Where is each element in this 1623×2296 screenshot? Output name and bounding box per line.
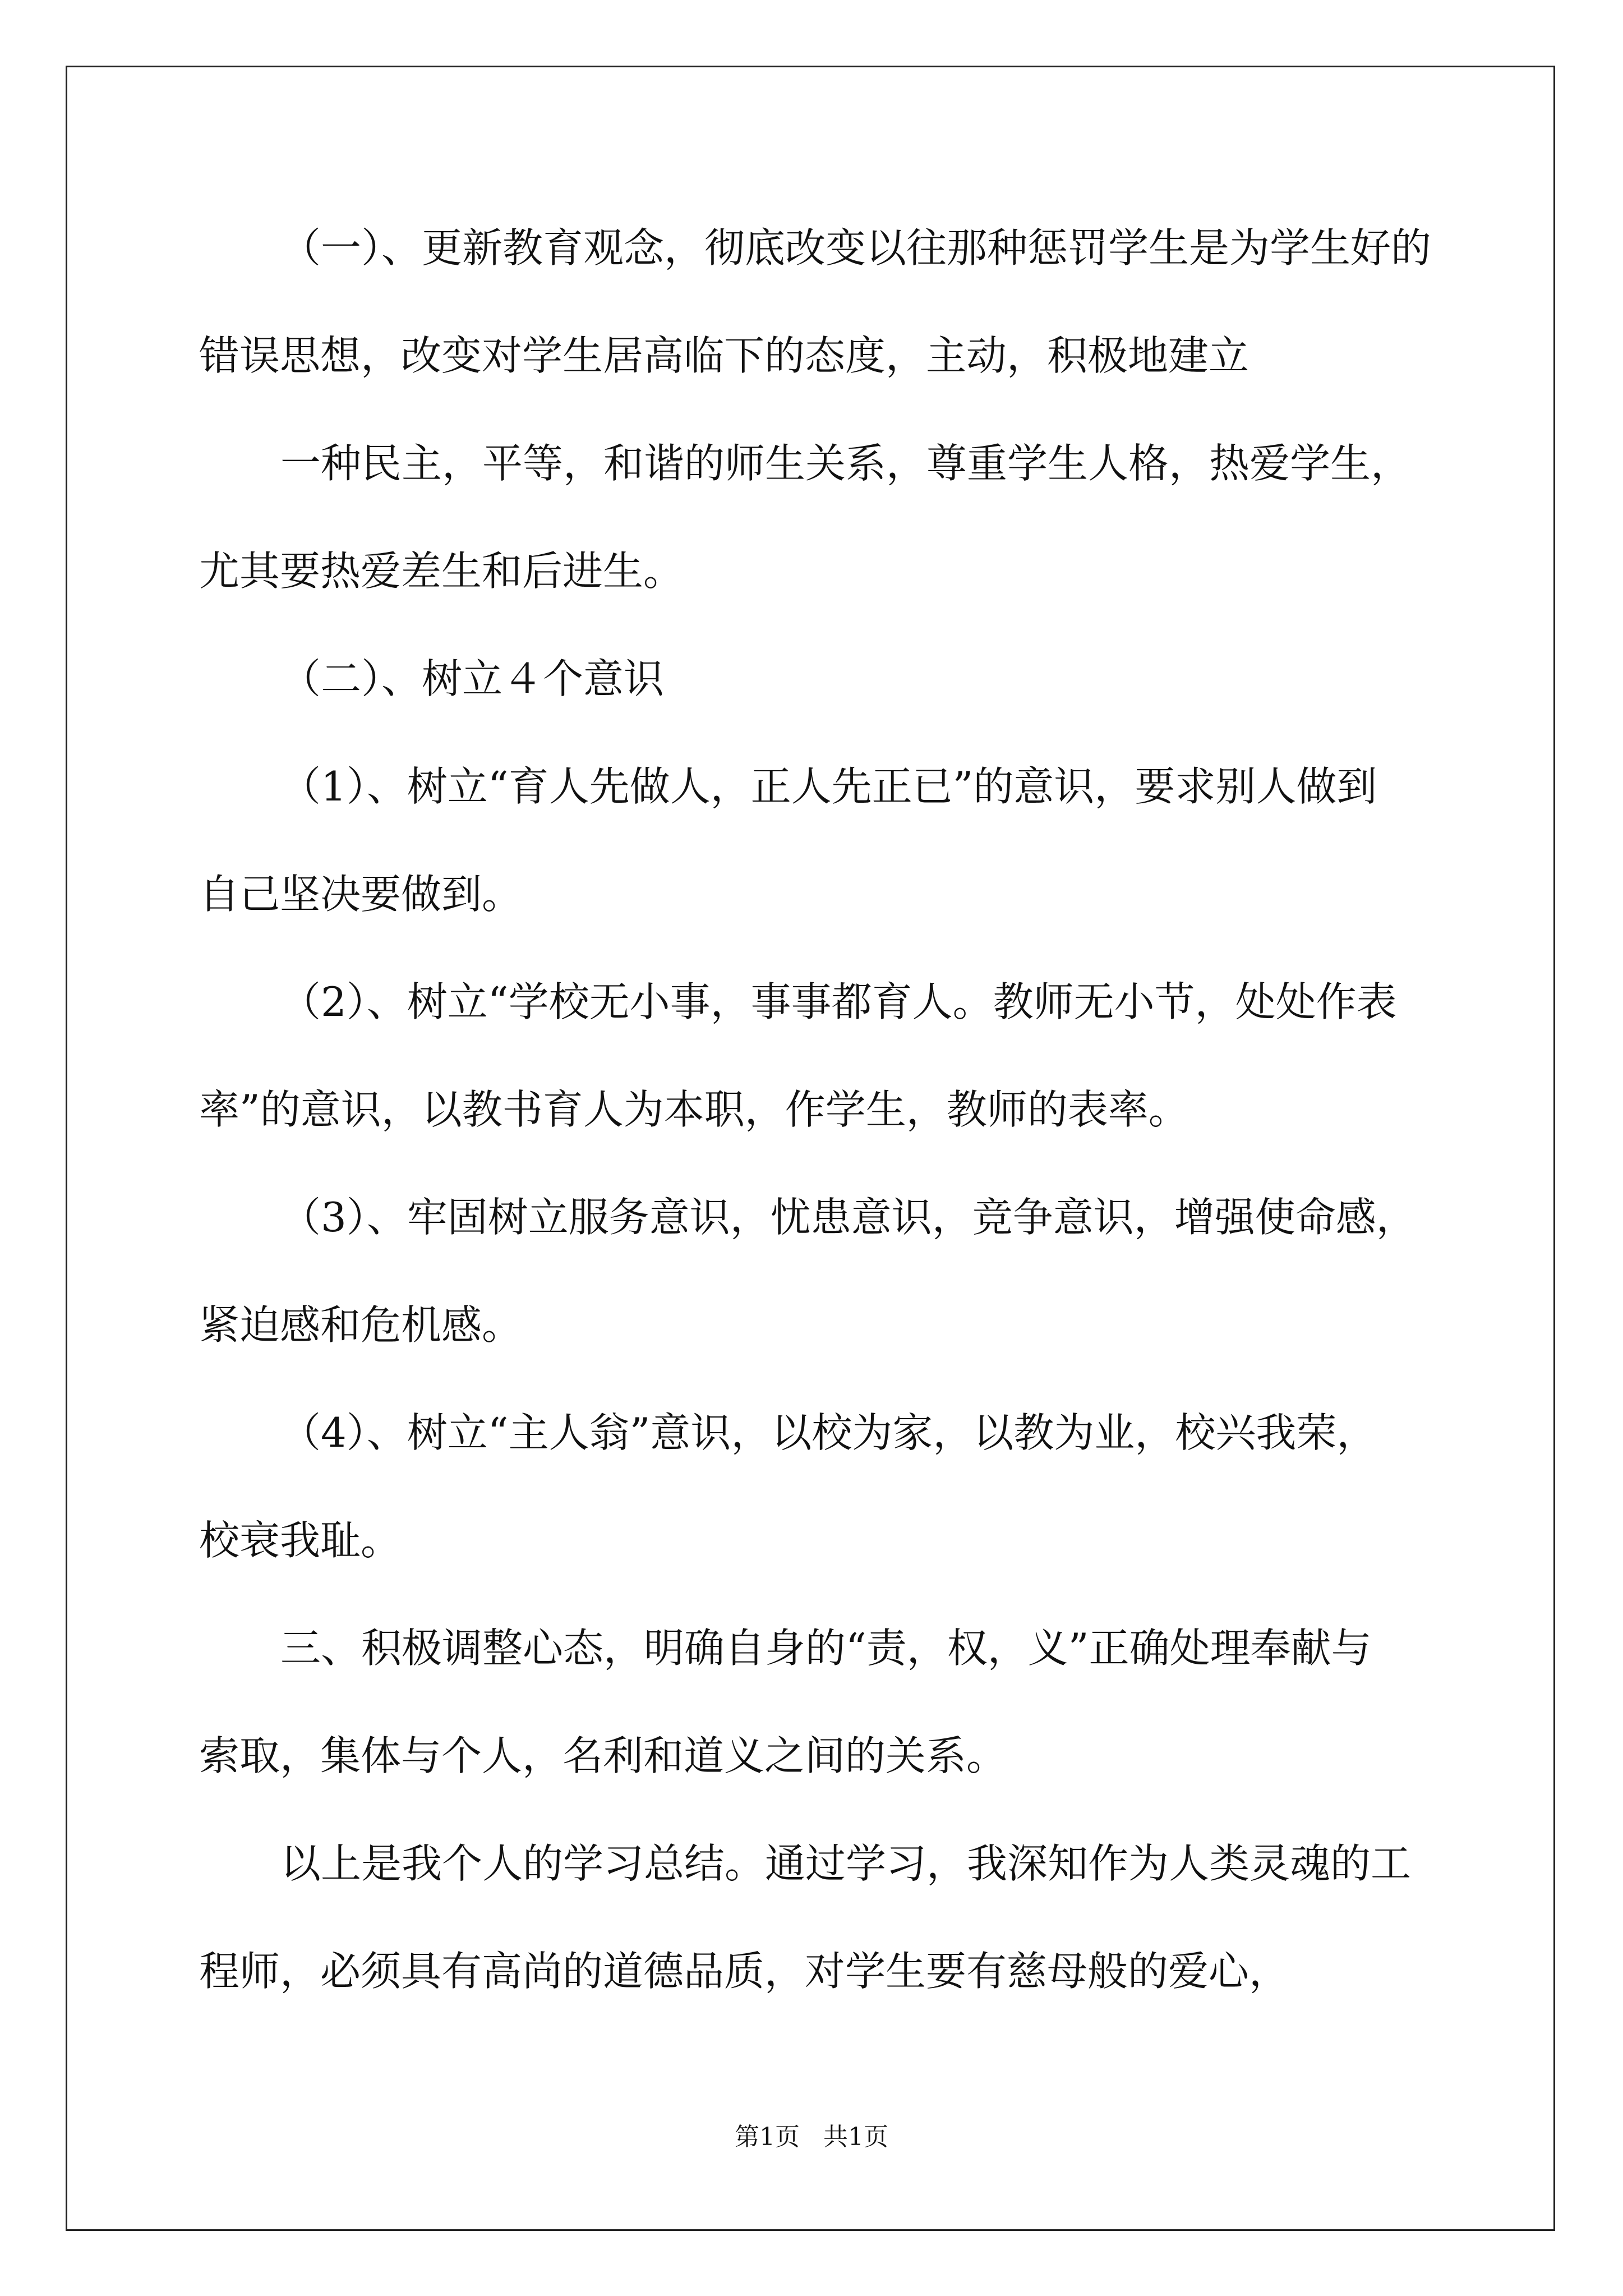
paragraph-line: （3）、牢固树立服务意识，忧患意识，竞争意识，增强使命感， (280, 1194, 1417, 1241)
paragraph-line: 校衰我耻。 (199, 1517, 402, 1564)
paragraph-line: 索取，集体与个人，名利和道义之间的关系。 (199, 1732, 1007, 1779)
paragraph-line: 率”的意识，以教书育人为本职，作学生，教师的表率。 (199, 1086, 1189, 1133)
paragraph-line: （一）、更新教育观念，彻底改变以往那种惩罚学生是为学生好的 (280, 224, 1432, 272)
paragraph-line: 一种民主，平等，和谐的师生关系，尊重学生人格，热爱学生， (280, 440, 1412, 487)
page-footer: 第1页 共1页 (735, 2123, 888, 2151)
paragraph-line: 紧迫感和危机感。 (199, 1301, 523, 1349)
paragraph-line: 程师，必须具有高尚的道德品质，对学生要有慈母般的爱心， (199, 1948, 1290, 1995)
paragraph-line: 以上是我个人的学习总结。通过学习，我深知作为人类灵魂的工 (280, 1840, 1412, 1887)
paragraph-line: 三、积极调整心态，明确自身的“责，权，义”正确处理奉献与 (280, 1625, 1372, 1672)
paragraph-line: 尤其要热爱差生和后进生。 (199, 547, 684, 595)
paragraph-line: 错误思想，改变对学生居高临下的态度，主动，积极地建立 (199, 332, 1249, 379)
paragraph-line: （1）、树立“育人先做人，正人先正已”的意识，要求别人做到 (280, 763, 1377, 810)
paragraph-line: 自己坚决要做到。 (199, 871, 523, 918)
paragraph-line: （二）、树立４个意识 (280, 655, 665, 702)
paragraph-line: （4）、树立“主人翁”意识，以校为家，以教为业，校兴我荣， (280, 1409, 1377, 1456)
page-border (66, 66, 1555, 2231)
paragraph-line: （2）、树立“学校无小事，事事都育人。教师无小节，处处作表 (280, 978, 1397, 1025)
